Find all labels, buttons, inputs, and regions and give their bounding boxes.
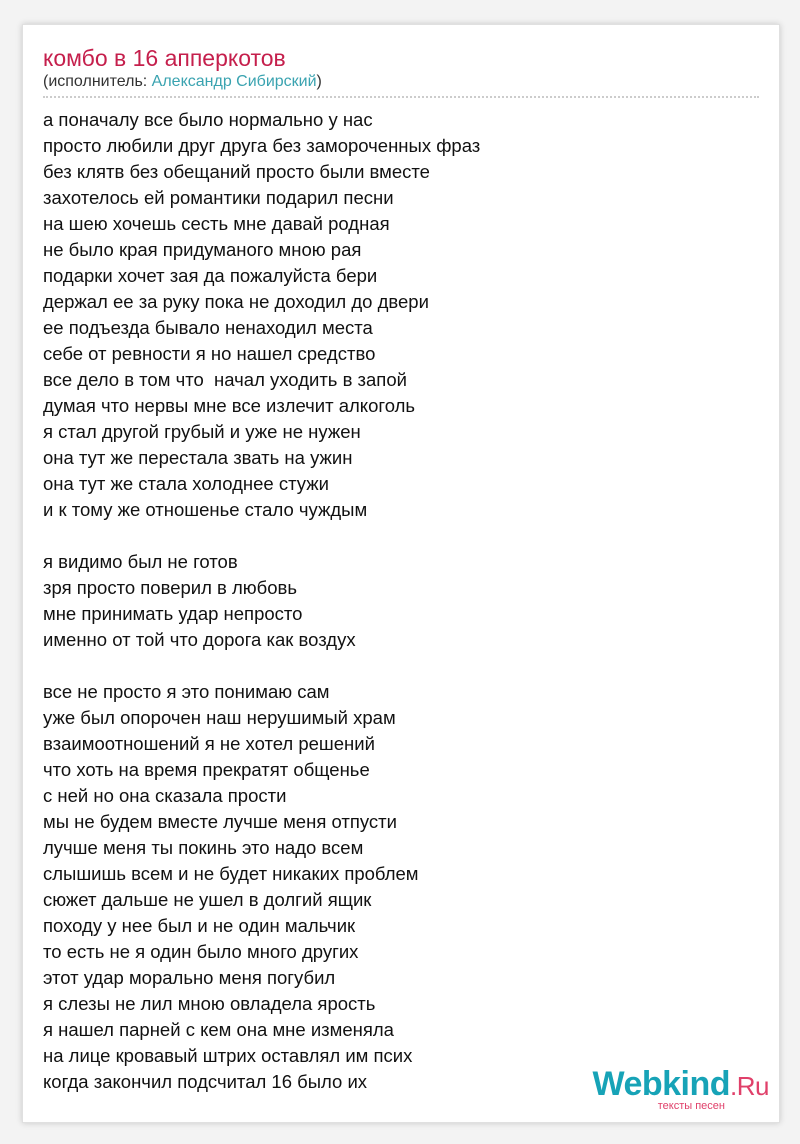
lyric-line: на шею хочешь сесть мне давай родная [43, 213, 390, 234]
lyric-line: себе от ревности я но нашел средство [43, 343, 376, 364]
artist-suffix: ) [316, 73, 322, 90]
lyric-line: захотелось ей романтики подарил песни [43, 187, 394, 208]
lyrics-stanza [43, 107, 743, 523]
lyrics-sheet [22, 24, 780, 1123]
lyric-line: и к тому же отношенье стало чуждым [43, 499, 368, 520]
song-title: комбо в 16 апперкотов [43, 45, 286, 71]
header-divider [43, 96, 759, 98]
lyric-line: на лице кровавый штрих оставлял им псих [43, 1045, 413, 1066]
lyric-line: я слезы не лил мною овладела ярость [43, 993, 376, 1014]
lyrics-stanza [43, 549, 743, 653]
lyric-line: я нашел парней с кем она мне изменяла [43, 1019, 394, 1040]
lyric-line: то есть не я один было много других [43, 941, 359, 962]
artist-line [43, 73, 322, 91]
lyric-line: я стал другой грубый и уже не нужен [43, 421, 361, 442]
lyric-line: без клятв без обещаний просто были вместе [43, 161, 430, 182]
lyric-line: думая что нервы мне все излечит алкоголь [43, 395, 416, 416]
lyric-line: именно от той что дорога как воздух [43, 629, 356, 650]
lyric-line: мне принимать удар непросто [43, 603, 303, 624]
lyric-line: она тут же стала холоднее стужи [43, 473, 329, 494]
lyric-line: а поначалу все было нормально у нас [43, 109, 373, 130]
brand-tld: .Ru [730, 1071, 769, 1101]
artist-prefix: (исполнитель: [43, 73, 152, 90]
lyric-line: просто любили друг друга без замороченных фраз [43, 135, 481, 156]
lyrics-stanza [43, 679, 743, 1095]
lyric-line: слышишь всем и не будет никаких проблем [43, 863, 419, 884]
brand-tagline: тексты песен [657, 1100, 725, 1112]
lyric-line: все не просто я это понимаю сам [43, 681, 330, 702]
lyric-line: лучше меня ты покинь это надо всем [43, 837, 364, 858]
artist-link[interactable]: Александр Сибирский [151, 73, 317, 90]
lyric-line: мы не будем вместе лучше меня отпусти [43, 811, 397, 832]
lyric-line: ее подъезда бывало ненаходил места [43, 317, 373, 338]
lyric-line: уже был опорочен наш нерушимый храм [43, 707, 396, 728]
lyric-line: походу у нее был и не один мальчик [43, 915, 356, 936]
lyric-line: все дело в том что начал уходить в запой [43, 369, 407, 390]
brand-name: Webkind [592, 1065, 731, 1103]
site-brand[interactable] [592, 1066, 769, 1112]
lyric-line: с ней но она сказала прости [43, 785, 287, 806]
lyric-line: подарки хочет зая да пожалуйста бери [43, 265, 378, 286]
lyric-line: она тут же перестала звать на ужин [43, 447, 353, 468]
lyric-line: зря просто поверил в любовь [43, 577, 298, 598]
lyrics-body [43, 107, 743, 1121]
lyric-line: когда закончил подсчитал 16 было их [43, 1071, 368, 1092]
brand-logo[interactable] [592, 1066, 769, 1104]
lyric-line: взаимоотношений я не хотел решений [43, 733, 375, 754]
lyric-line: сюжет дальше не ушел в долгий ящик [43, 889, 372, 910]
lyric-line: этот удар морально меня погубил [43, 967, 336, 988]
lyric-line: держал ее за руку пока не доходил до двери [43, 291, 429, 312]
lyric-line: что хоть на время прекратят общенье [43, 759, 370, 780]
lyric-line: я видимо был не готов [43, 551, 238, 572]
lyric-line: не было края придуманого мною рая [43, 239, 362, 260]
